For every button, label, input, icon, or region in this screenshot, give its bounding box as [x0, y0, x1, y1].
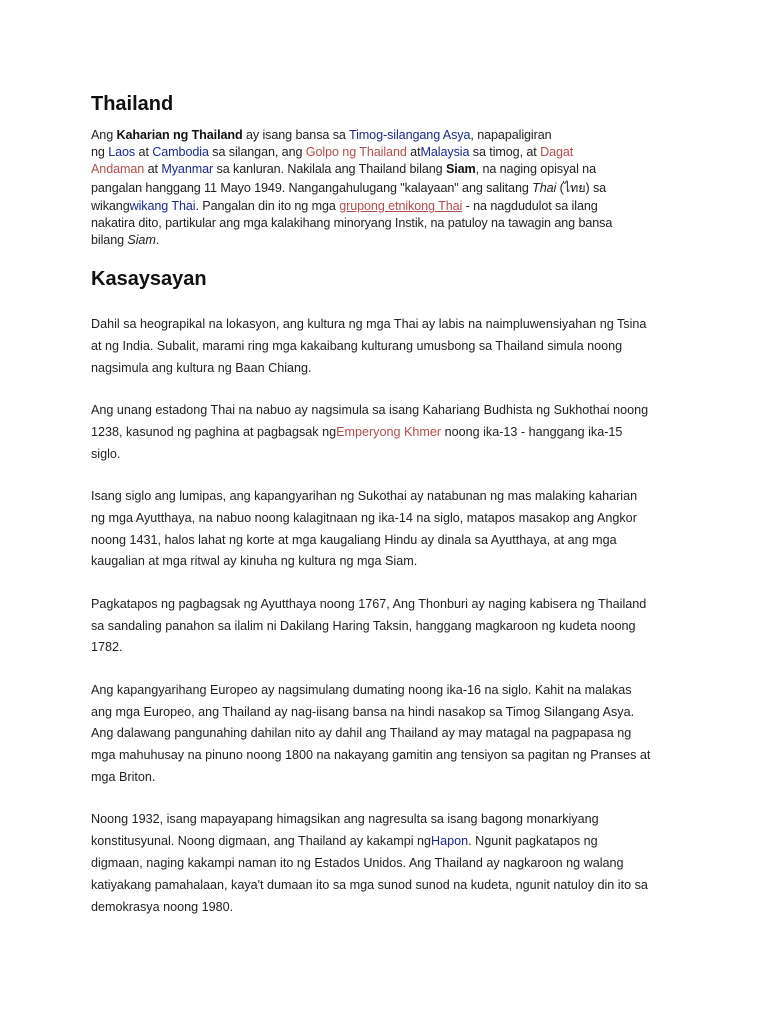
link-dagat-andaman-part1[interactable]: Dagat: [540, 145, 574, 159]
text: noong ika-13 - hanggang ika-15: [441, 424, 623, 439]
line: kaugalian at mga ritwal ay kinuha ng kultura ng mga Siam.: [91, 554, 418, 569]
text: sa silangan, ang: [208, 145, 306, 159]
text: , napapaligiran: [470, 128, 552, 142]
link-emperyong-khmer[interactable]: Emperyong Khmer: [336, 424, 442, 439]
line: siglo.: [91, 446, 121, 461]
line: [91, 422, 691, 444]
text: pangalan hanggang 11 Mayo 1949. Nangangahulugang "kalayaan" ang salitang: [91, 181, 533, 195]
line: demokrasya noong 1980.: [91, 899, 234, 914]
text: , na naging opisyal na: [475, 162, 596, 176]
line: nagsimula ang kultura ng Baan Chiang.: [91, 360, 312, 375]
line: noong 1431, halos lahat ng korte at mga kaugaliang Hindu ay dinala sa Ayutthaya, at ang mga: [91, 532, 617, 547]
italic-term: Siam: [127, 233, 156, 247]
paragraph-4: [91, 594, 691, 659]
text: ng: [91, 145, 109, 159]
link-golpo-ng-thailand[interactable]: Golpo ng Thailand: [305, 145, 407, 159]
line: ang mga Europeo, ang Thailand ay nag-iisang bansa na hindi nasakop sa Timog Silangang Asya.: [91, 704, 635, 719]
line: sa sandaling panahon sa ilalim ni Dakilang Haring Taksin, hanggang magkaroon ng kudeta noong: [91, 618, 636, 633]
text: 1238, kasunod ng paghina at pagbagsak ng: [91, 424, 337, 439]
line: Ang dalawang pangunahing dahilan nito ay dahil ang Thailand ay may matagal na pagpapasa ng: [91, 726, 632, 741]
text: Ang: [91, 128, 117, 142]
line: katiyakang pamahalaan, kaya't dumaan ito sa mga sunod sunod na kudeta, ngunit natuloy din ito sa: [91, 877, 648, 892]
bold-term: Siam: [445, 162, 476, 176]
line: at ng India. Subalit, marami ring mga kakaibang kulturang umusbong sa Thailand simula noong: [91, 338, 623, 353]
text: at: [406, 145, 421, 159]
text: sa kanluran. Nakilala ang Thailand bilang: [213, 162, 446, 176]
paragraph-6: [91, 809, 691, 918]
text: (ไทย) sa: [556, 181, 607, 195]
link-myanmar[interactable]: Myanmar: [161, 162, 214, 176]
text: . Pangalan din ito ng mga: [195, 199, 340, 213]
text: at: [135, 145, 153, 159]
text: at: [144, 162, 162, 176]
text: . Ngunit pagkatapos ng: [468, 834, 598, 849]
line: mga mahuhusay na pinuno noong 1800 na nakayang gamitin ang tensiyon sa pagitan ng Pranses at: [91, 748, 651, 763]
section-title-kasaysayan: Kasaysayan: [91, 268, 207, 290]
article-title: Thailand: [91, 93, 174, 115]
line: [91, 831, 691, 853]
link-timog-silangang-asya[interactable]: Timog-silangang Asya: [348, 128, 471, 142]
text: bilang: [91, 233, 128, 247]
paragraph-5: [91, 680, 691, 789]
bold-term: Kaharian ng Thailand: [116, 128, 243, 142]
line: mga Briton.: [91, 769, 156, 784]
italic-term: Thai: [532, 181, 557, 195]
paragraph-1: [91, 314, 691, 379]
link-laos[interactable]: Laos: [108, 145, 136, 159]
link-wikang-thai[interactable]: wikang Thai: [129, 199, 196, 213]
intro-line: nakatira dito, partikular ang mga kalakihang minoryang Instik, na patuloy na tawagin ang bansa: [91, 216, 613, 230]
line: Dahil sa heograpikal na lokasyon, ang kultura ng mga Thai ay labis na naimpluwensiyahan ng Tsina: [91, 317, 647, 331]
text: - na nagdudulot sa ilang: [462, 199, 598, 213]
line: Pagkatapos ng pagbagsak ng Ayutthaya noong 1767, Ang Thonburi ay naging kabisera ng Thailand: [91, 596, 647, 611]
text: sa timog, at: [469, 145, 541, 159]
intro-paragraph: [91, 127, 656, 249]
line: ng mga Ayutthaya, na nabuo noong kalagitnaan ng ika-14 na siglo, matapos masakop ang Angkor: [91, 510, 637, 525]
link-cambodia[interactable]: Cambodia: [152, 145, 209, 159]
link-grupong-etnikong-thai[interactable]: grupong etnikong Thai: [339, 199, 463, 213]
text: wikang: [91, 199, 130, 213]
text: .: [155, 233, 160, 247]
text: ay isang bansa sa: [242, 128, 349, 142]
line: digmaan, naging kakampi naman ito ng Estados Unidos. Ang Thailand ay nagkaroon ng walang: [91, 855, 624, 870]
link-hapon[interactable]: Hapon: [431, 834, 469, 849]
line: Ang unang estadong Thai na nabuo ay nagsimula sa isang Kahariang Budhista ng Sukhothai noong: [91, 402, 649, 417]
link-dagat-andaman-part2[interactable]: Andaman: [91, 162, 145, 176]
line: Isang siglo ang lumipas, ang kapangyarihan ng Sukothai ay natabunan ng mas malaking kaharian: [91, 488, 638, 503]
line: Ang kapangyarihang Europeo ay nagsimulang dumating noong ika-16 na siglo. Kahit na malakas: [91, 682, 632, 697]
line: 1782.: [91, 640, 123, 655]
text: konstitusyunal. Noong digmaan, ang Thailand ay kakampi ng: [91, 834, 432, 849]
paragraph-2: [91, 400, 691, 465]
paragraph-3: [91, 486, 691, 573]
link-malaysia[interactable]: Malaysia: [420, 145, 470, 159]
line: Noong 1932, isang mapayapang himagsikan ang nagresulta sa isang bagong monarkiyang: [91, 812, 599, 827]
history-section: [91, 314, 691, 939]
